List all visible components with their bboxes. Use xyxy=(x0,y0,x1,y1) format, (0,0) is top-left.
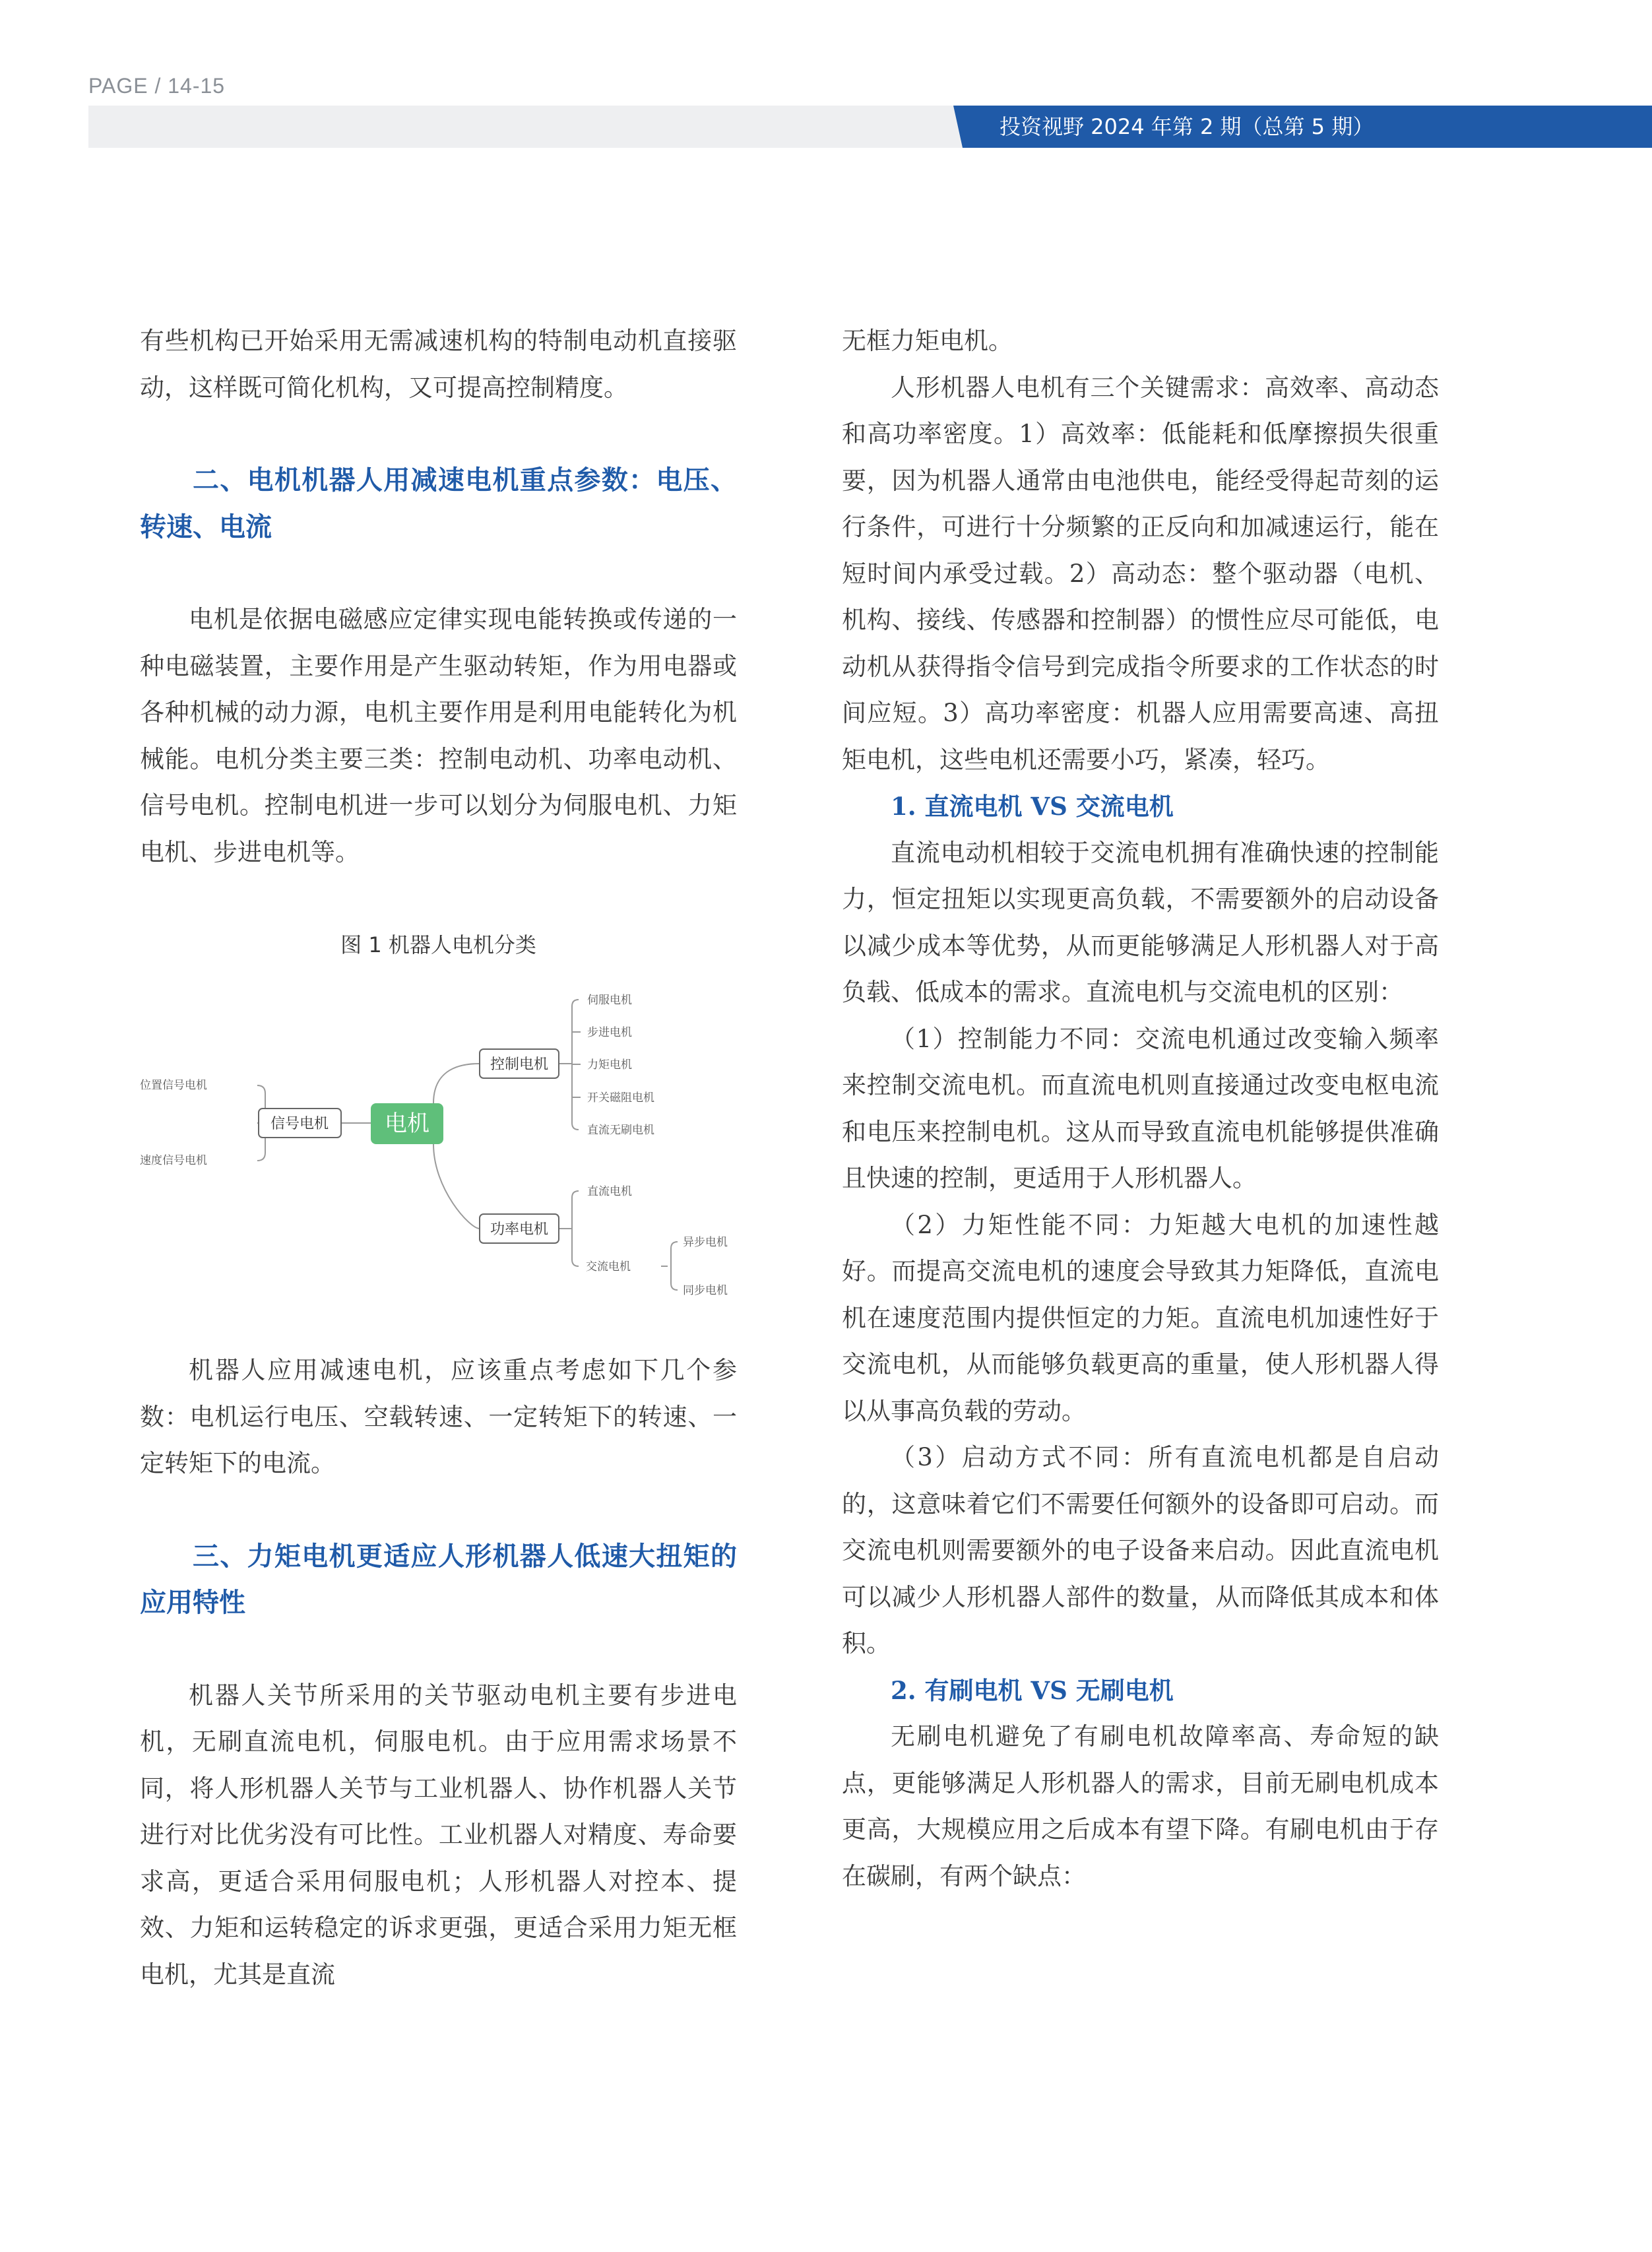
difference-2-paragraph: （2）力矩性能不同：力矩越大电机的加速性越好。而提高交流电机的速度会导致其力矩降低，直流电机在速度范围内提供恒定的力矩。直流电机加速性好于交流电机，从而能够负载更高的重量，使人形机器人得以从事高负载的劳动。 xyxy=(842,1210,1439,1425)
figure-motor-classification xyxy=(140,922,737,1324)
ac-bracket xyxy=(671,1242,678,1290)
difference-1-paragraph: （1）控制能力不同：交流电机通过改变输入频率来控制交流电机。而直流电机则直接通过改变电枢电流和电压来控制电机。这从而导致直流电机能够提供准确且快速的控制，更适用于人形机器人。 xyxy=(842,1024,1439,1192)
joints-paragraph: 机器人关节所采用的关节驱动电机主要有步进电机，无刷直流电机，伺服电机。由于应用需求场景不同，将人形机器人关节与工业机器人、协作机器人关节进行对比优劣没有可比性。工业机器人对精度、寿命要求高，更适合采用伺服电机；人形机器人对控本、提效、力矩和运转稳定的诉求更强，更适合采用力矩无框电机，尤其是直流 xyxy=(140,1681,737,1989)
power-bracket xyxy=(572,1191,579,1266)
motor-definition-paragraph: 电机是依据电磁感应定律实现电能转换或传递的一种电磁装置，主要作用是产生驱动转矩，作为用电器或各种机械的动力源，电机主要作用是利用电能转化为机械能。电机分类主要三类：控制电动机、功率电动机、信号电机。控制电机进一步可以划分为伺服电机、力矩电机、步进电机等。 xyxy=(140,605,737,866)
power-node-label: 功率电机 xyxy=(490,1221,549,1238)
power-child-dc: 直流电机 xyxy=(587,1185,632,1198)
control-node-label: 控制电机 xyxy=(490,1056,549,1073)
subheading-brushed-vs-brushless: 2. 有刷电机 VS 无刷电机 xyxy=(891,1675,1174,1705)
signal-node-label: 信号电机 xyxy=(270,1116,329,1132)
edge-center-control xyxy=(433,1064,480,1103)
subheading-dc-vs-ac: 1. 直流电机 VS 交流电机 xyxy=(891,792,1174,821)
control-child-bldc: 直流无刷电机 xyxy=(587,1124,654,1137)
control-child-servo: 伺服电机 xyxy=(587,994,632,1007)
power-child-ac: 交流电机 xyxy=(586,1260,631,1273)
edge-center-power xyxy=(433,1144,480,1229)
section-heading-params: 二、电机机器人用减速电机重点参数：电压、转速、电流 xyxy=(140,465,737,542)
control-child-stepper: 步进电机 xyxy=(587,1026,632,1039)
right-column xyxy=(842,318,1439,1900)
signal-child-position: 位置信号电机 xyxy=(140,1079,207,1092)
key-needs-paragraph: 人形机器人电机有三个关键需求：高效率、高动态和高功率密度。1）高效率：低能耗和低摩擦损失很重要，因为机器人通常由电池供电，能经受得起苛刻的运行条件，可进行十分频繁的正反向和加减速运行，能在短时间内承受过载。2）高动态：整个驱动器（电机、机构、接线、传感器和控制器）的惯性应尽可能低，电动机从获得指令信号到完成指令所要求的工作状态的时间应短。3）高功率密度：机器人应用需要高速、高扭矩电机，这些电机还需要小巧，紧凑，轻巧。 xyxy=(842,373,1439,774)
dc-ac-paragraph: 直流电动机相较于交流电机拥有准确快速的控制能力，恒定扭矩以实现更高负载，不需要额外的启动设备以减少成本等优势，从而更能够满足人形机器人对于高负载、低成本的需求。直流电机与交流电机的区别： xyxy=(842,838,1439,1006)
control-child-srm: 开关磁阻电机 xyxy=(587,1091,654,1105)
signal-child-speed: 速度信号电机 xyxy=(140,1154,207,1167)
control-child-torque: 力矩电机 xyxy=(587,1058,632,1072)
center-node-label: 电机 xyxy=(385,1110,429,1137)
ac-child-async: 异步电机 xyxy=(683,1236,728,1249)
intro-paragraph: 有些机构已开始采用无需减速机构的特制电动机直接驱动，这样既可简化机构，又可提高控制精度。 xyxy=(140,327,737,402)
brushless-paragraph: 无刷电机避免了有刷电机故障率高、寿命短的缺点，更能够满足人形机器人的需求，目前无刷电机成本更高，大规模应用之后成本有望下降。有刷电机由于存在碳刷，有两个缺点： xyxy=(842,1722,1439,1890)
journal-title: 投资视野 2024 年第 2 期（总第 5 期） xyxy=(1000,114,1374,139)
continued-paragraph: 无框力矩电机。 xyxy=(842,327,1013,355)
params-paragraph: 机器人应用减速电机，应该重点考虑如下几个参数：电机运行电压、空载转速、一定转矩下的转速、一定转矩下的电流。 xyxy=(140,1356,737,1477)
figure-title: 图 1 机器人电机分类 xyxy=(340,932,536,957)
motor-classification-mindmap xyxy=(140,968,737,1324)
left-column xyxy=(140,318,737,1998)
page-number-label: PAGE / 14-15 xyxy=(88,74,226,98)
difference-3-paragraph: （3）启动方式不同：所有直流电机都是自启动的，这意味着它们不需要任何额外的设备即可启动。而交流电机则需要额外的电子设备来启动。因此直流电机可以减少人形机器人部件的数量，从而降低其成本和体积。 xyxy=(842,1443,1439,1657)
section-heading-torque: 三、力矩电机更适应人形机器人低速大扭矩的应用特性 xyxy=(140,1541,737,1618)
ac-child-sync: 同步电机 xyxy=(683,1284,728,1297)
